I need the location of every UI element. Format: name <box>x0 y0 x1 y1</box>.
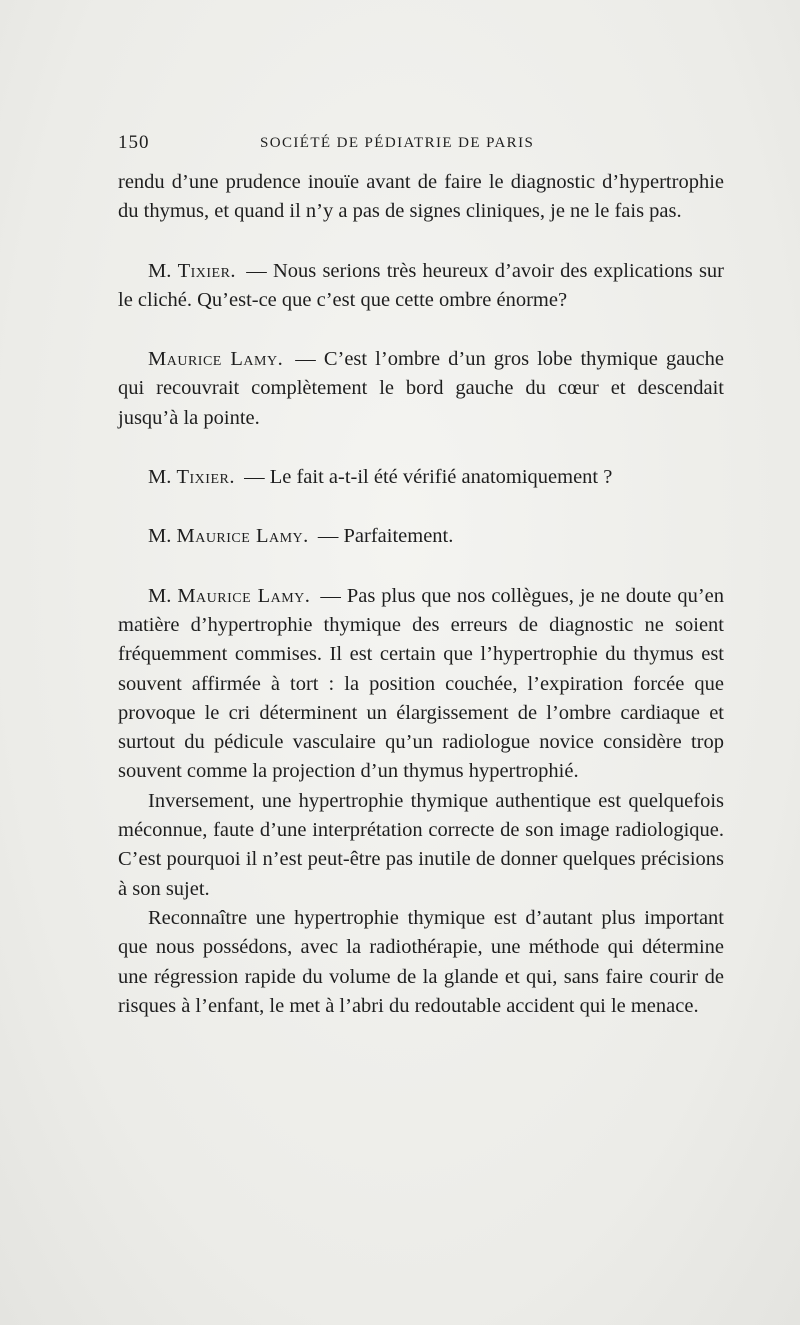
paragraph-tixier-verification <box>118 463 724 492</box>
speech-text: — Le fait a-t-il été vérifié anatomiquement ? <box>244 466 613 489</box>
speech-text: — C’est l’ombre d’un gros lobe thymique gauche qui recouvrait complètement le bord gauche du cœur et descendait jusqu’à la pointe. <box>118 348 725 429</box>
speaker-prefix: M. <box>148 525 172 548</box>
journal-title: SOCIÉTÉ DE PÉDIATRIE DE PARIS <box>260 135 535 151</box>
speech-text: — Nous serions très heureux d’avoir des explications sur le cliché. Qu’est-ce que c’est que cette ombre énorme? <box>118 259 724 311</box>
paragraph-inversement: Inversement, une hypertrophie thymique authentique est quelquefois méconnue, faute d’une interprétation correcte de son image radiologique. C’est pourquoi il n’est peut-être pas inutile de donner quelques précisions à son sujet. <box>118 789 724 900</box>
speech-text: — Parfaitement. <box>317 525 454 548</box>
speaker-name: Maurice Lamy. <box>176 525 309 548</box>
paragraph-lamy-confirmation <box>118 522 724 551</box>
body-text <box>118 168 724 1021</box>
running-header <box>118 132 724 154</box>
speaker-name: Maurice Lamy. <box>177 584 311 607</box>
speaker-prefix: M. <box>148 466 172 489</box>
speaker-name: Maurice Lamy. <box>148 348 284 371</box>
speaker-prefix: M. <box>148 584 172 607</box>
paragraph-continuation: rendu d’une prudence inouïe avant de faire le diagnostic d’hypertrophie du thymus, et quand il n’y a pas de signes cliniques, je ne le fais pas. <box>118 171 724 223</box>
paragraph-lamy-discussion <box>118 582 724 787</box>
speech-text: — Pas plus que nos collègues, je ne doute qu’en matière d’hypertrophie thymique des erreurs de diagnostic ne soient fréquemment commises. Il est certain que l’hypertrophie du thymus est souvent affirmée à tort : la position couchée, l’expiration forcée que provoque le cri déterminent un élargissement de l’ombre cardiaque et surtout du pédicule vasculaire qu’un radiologue novice considère trop souvent comme la projection d’un thymus hypertrophié. <box>118 584 725 783</box>
paragraph-reconnaitre: Reconnaître une hypertrophie thymique est d’autant plus important que nous possédons, avec la radiothérapie, une méthode qui détermine une régression rapide du volume de la glande et qui, sans faire courir de risques à l’enfant, le met à l’abri du redoutable accident qui le menace. <box>118 906 724 1017</box>
paragraph-lamy-answer <box>118 345 724 433</box>
speaker-prefix: M. <box>148 259 172 282</box>
page-number: 150 <box>118 132 150 153</box>
speaker-name: Tixier. <box>177 259 237 282</box>
speaker-name: Tixier. <box>176 466 235 489</box>
paragraph-tixier-question <box>118 257 724 316</box>
